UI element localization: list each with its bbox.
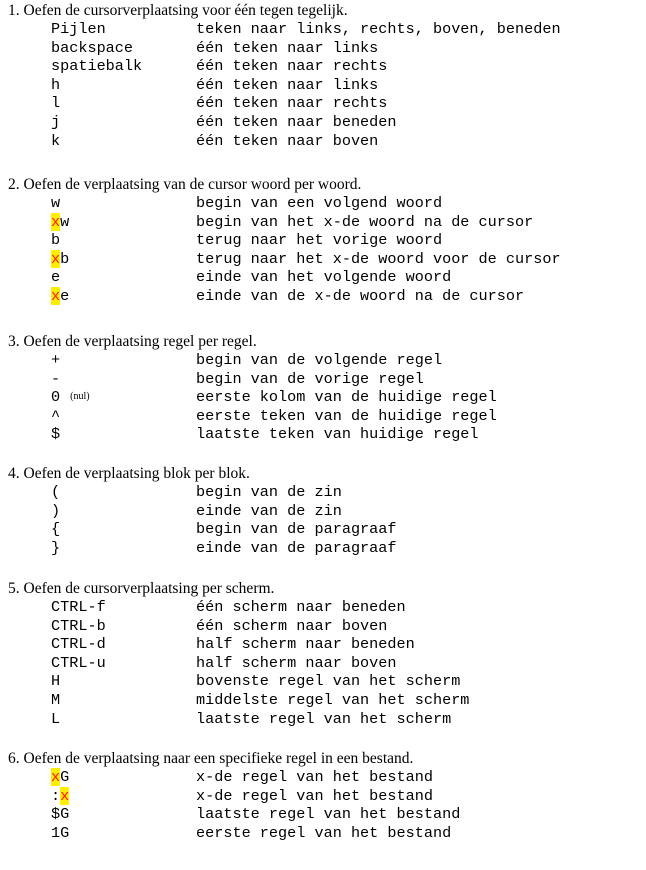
- command-description: laatste regel van het scherm: [196, 709, 452, 728]
- command-key: }: [51, 538, 61, 557]
- command-key: xe: [51, 286, 70, 305]
- command-description: einde van de zin: [196, 501, 342, 520]
- command-key: $G: [51, 805, 70, 824]
- section-heading: 4. Oefen de verplaatsing blok per blok.: [8, 465, 250, 482]
- section-5: [8, 580, 470, 728]
- command-row: [8, 635, 415, 654]
- command-row: [8, 94, 388, 113]
- command-key: k: [51, 131, 61, 150]
- command-key: :x: [51, 786, 70, 805]
- command-key: backspace: [51, 38, 134, 57]
- section-heading: 6. Oefen de verplaatsing naar een specifieke regel in een bestand.: [8, 750, 414, 767]
- command-description: einde van het volgende woord: [196, 268, 452, 287]
- command-row: [8, 672, 461, 691]
- command-key: l: [51, 94, 61, 113]
- command-row: [8, 249, 561, 269]
- command-note: (nul): [70, 391, 90, 403]
- command-description: eerste regel van het bestand: [196, 823, 452, 842]
- command-row: [8, 268, 452, 287]
- command-description: begin van de volgende regel: [196, 351, 443, 369]
- command-description: één scherm naar boven: [196, 616, 388, 635]
- command-description: laatste regel van het bestand: [196, 805, 461, 824]
- command-key: CTRL-d: [51, 635, 106, 654]
- command-key: {: [51, 520, 61, 539]
- command-description: middelste regel van het scherm: [196, 690, 470, 709]
- command-row: [8, 369, 424, 389]
- command-key: 0 (nul): [51, 388, 90, 407]
- command-key: H: [51, 672, 61, 691]
- command-description: begin van een volgend woord: [196, 194, 443, 212]
- command-row: [8, 483, 342, 502]
- command-key: $: [51, 425, 61, 444]
- command-row: [8, 709, 452, 729]
- command-key: xw: [51, 212, 70, 231]
- command-row: [8, 57, 388, 76]
- command-row: [8, 653, 397, 673]
- section-heading: 5. Oefen de cursorverplaatsing per scherm.: [8, 580, 275, 597]
- command-row: [8, 388, 497, 407]
- command-description: half scherm naar boven: [196, 653, 397, 672]
- command-description: x-de regel van het bestand: [196, 768, 433, 786]
- command-row: [8, 351, 443, 370]
- command-row: [8, 598, 406, 617]
- command-description: half scherm naar beneden: [196, 635, 415, 654]
- command-row: [8, 425, 479, 444]
- command-row: [8, 501, 342, 521]
- command-key: -: [51, 369, 61, 388]
- command-description: begin van de zin: [196, 483, 342, 501]
- command-description: begin van het x-de woord na de cursor: [196, 212, 534, 231]
- command-description: begin van de vorige regel: [196, 369, 424, 388]
- command-description: terug naar het x-de woord voor de cursor: [196, 249, 561, 268]
- command-description: één teken naar links: [196, 75, 379, 94]
- section-6: [8, 750, 461, 842]
- command-description: einde van de paragraaf: [196, 538, 397, 557]
- command-row: [8, 690, 470, 710]
- command-key: M: [51, 690, 61, 709]
- command-row: [8, 131, 379, 151]
- command-key: spatiebalk: [51, 57, 143, 76]
- command-key: xb: [51, 249, 70, 268]
- command-key: CTRL-f: [51, 598, 106, 616]
- command-row: [8, 768, 433, 787]
- section-3: [8, 333, 497, 444]
- command-description: één teken naar boven: [196, 131, 379, 150]
- command-key: b: [51, 231, 61, 250]
- command-description: bovenste regel van het scherm: [196, 672, 461, 691]
- command-row: [8, 520, 397, 539]
- command-key: ^: [51, 406, 61, 425]
- command-row: [8, 823, 452, 843]
- command-row: [8, 616, 388, 636]
- command-description: begin van de paragraaf: [196, 520, 397, 539]
- section-4: [8, 465, 397, 557]
- command-row: [8, 212, 534, 232]
- command-description: één teken naar links: [196, 38, 379, 57]
- command-description: einde van de x-de woord na de cursor: [196, 286, 525, 305]
- command-key: w: [51, 194, 61, 212]
- command-key: j: [51, 112, 61, 131]
- command-description: één teken naar rechts: [196, 94, 388, 113]
- command-description: laatste teken van huidige regel: [196, 425, 479, 444]
- command-row: [8, 75, 379, 95]
- command-description: teken naar links, rechts, boven, beneden: [196, 20, 561, 38]
- section-2: [8, 176, 561, 306]
- section-1: [8, 2, 561, 150]
- command-row: [8, 786, 433, 806]
- command-key: xG: [51, 768, 70, 786]
- command-row: [8, 112, 397, 132]
- command-description: één teken naar rechts: [196, 57, 388, 76]
- command-key: +: [51, 351, 61, 369]
- command-row: [8, 286, 525, 306]
- command-key: h: [51, 75, 61, 94]
- command-row: [8, 805, 461, 824]
- command-row: [8, 38, 379, 58]
- section-heading: 3. Oefen de verplaatsing regel per regel.: [8, 333, 257, 350]
- command-row: [8, 538, 397, 558]
- command-row: [8, 231, 443, 250]
- command-description: terug naar het vorige woord: [196, 231, 443, 250]
- command-description: eerste teken van de huidige regel: [196, 406, 497, 425]
- command-row: [8, 406, 497, 426]
- command-description: één scherm naar beneden: [196, 598, 406, 616]
- command-key: (: [51, 483, 61, 501]
- command-row: [8, 194, 443, 213]
- command-key: e: [51, 268, 61, 287]
- command-key: L: [51, 709, 61, 728]
- command-key: 1G: [51, 823, 70, 842]
- command-description: één teken naar beneden: [196, 112, 397, 131]
- command-description: eerste kolom van de huidige regel: [196, 388, 497, 407]
- section-heading: 2. Oefen de verplaatsing van de cursor woord per woord.: [8, 176, 362, 193]
- command-key: ): [51, 501, 61, 520]
- command-key: CTRL-b: [51, 616, 106, 635]
- command-key: CTRL-u: [51, 653, 106, 672]
- command-description: x-de regel van het bestand: [196, 786, 433, 805]
- command-key: Pijlen: [51, 20, 106, 38]
- command-row: [8, 20, 561, 39]
- section-heading: 1. Oefen de cursorverplaatsing voor één tegen tegelijk.: [8, 2, 348, 19]
